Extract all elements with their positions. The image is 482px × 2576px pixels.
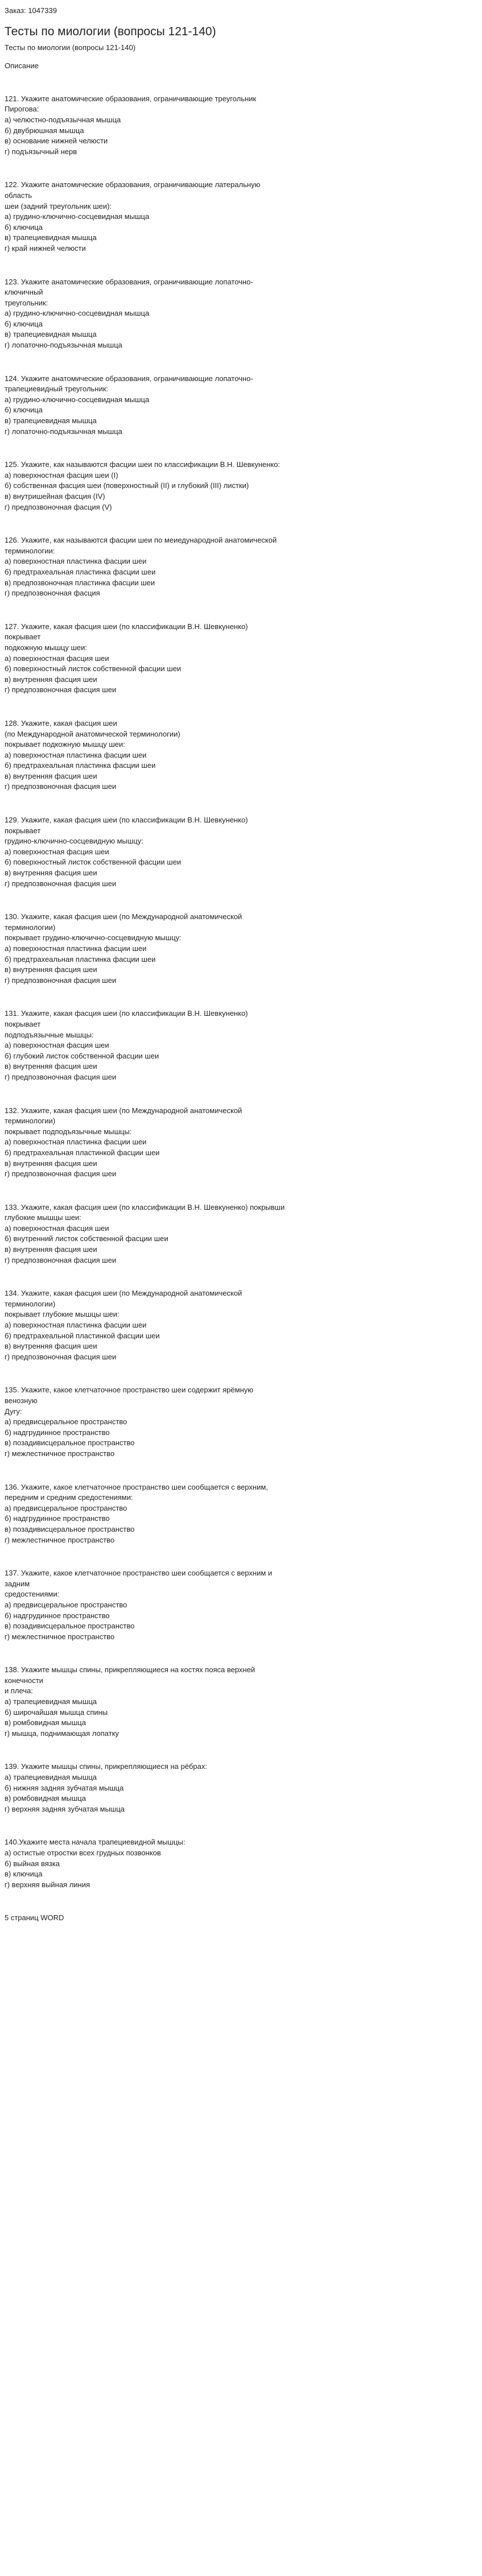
- question-line: в) трапециевидная мышца: [5, 330, 97, 339]
- question-line: а) остистые отростки всех грудных позвонков: [5, 1849, 161, 1857]
- question-line: терминологии): [5, 923, 56, 932]
- question-line: передним и средним средостениями:: [5, 1493, 133, 1502]
- question-line: а) поверхностная фасция шеи (I): [5, 470, 118, 479]
- question-line: б) надгрудинное пространство: [5, 1514, 110, 1523]
- description-label: Описание: [5, 61, 39, 71]
- question-line: а) поверхностная фасция шеи: [5, 847, 109, 856]
- question-line: а) грудино-ключично-сосцевидная мышца: [5, 212, 150, 221]
- question-line: г) межлестничное пространство: [5, 1449, 115, 1458]
- question-line: конечности: [5, 1676, 43, 1685]
- question-text: 128. Укажите, какая фасция шеи: [5, 718, 117, 727]
- question-line: г) лопаточно-подъязычная мышца: [5, 427, 122, 436]
- question-line: г) предпозвоночная фасция шеи: [5, 975, 117, 985]
- question-line: г) мышца, поднимающая лопатку: [5, 1729, 120, 1738]
- question-line: в) ключица: [5, 1870, 43, 1879]
- question-line: треугольник:: [5, 298, 48, 307]
- question-line: подкожную мышцу шеи:: [5, 643, 88, 652]
- question-line: глубокие мышцы шеи:: [5, 1213, 81, 1222]
- question-line: г) предпозвоночная фасция шеи: [5, 782, 117, 791]
- question-block: [5, 1568, 477, 1642]
- question-line: в) внутришейная фасция (IV): [5, 492, 105, 501]
- question-line: в) внутренняя фасция шеи: [5, 675, 97, 684]
- question-line: терминологии): [5, 1117, 56, 1126]
- page-count-footer: 5 страниц WORD: [5, 1913, 64, 1922]
- question-line: г) край нижней челюсти: [5, 243, 86, 253]
- question-text: 123. Укажите анатомические образования, ограничивающие лопаточно-: [5, 277, 253, 286]
- question-line: б) поверхностный листок собственной фасции шеи: [5, 858, 182, 867]
- question-line: грудино-ключично-сосцевидную мышцу:: [5, 837, 143, 846]
- question-line: б) надгрудинное пространство: [5, 1428, 110, 1437]
- question-line: терминологии:: [5, 546, 55, 555]
- question-line: б) поверхностный листок собственной фасции шеи: [5, 664, 182, 673]
- question-line: а) поверхностная пластинка фасции шеи: [5, 557, 147, 566]
- question-block: [5, 622, 477, 696]
- question-line: шеи (задний треугольник шеи):: [5, 201, 112, 210]
- question-block: [5, 460, 477, 512]
- question-line: б) ключица: [5, 406, 43, 415]
- question-text: 138. Укажите мышцы спины, прикрепляющиеся на костях пояса верхней: [5, 1665, 256, 1674]
- question-line: в) позадивисцеральное пространство: [5, 1622, 135, 1631]
- question-line: г) предпозвоночная фасция шеи: [5, 1352, 117, 1361]
- question-block: [5, 1008, 477, 1082]
- question-line: (по Международной анатомической терминологии): [5, 729, 180, 738]
- question-line: г) предпозвоночная фасция шеи: [5, 1072, 117, 1081]
- page-title: Тесты по миологии (вопросы 121-140): [5, 24, 216, 38]
- question-block: [5, 1482, 477, 1546]
- question-text: 137. Укажите, какое клетчаточное пространство шеи сообщается с верхним и: [5, 1569, 273, 1578]
- question-line: Дугу:: [5, 1407, 22, 1416]
- question-line: в) позадивисцеральное пространство: [5, 1524, 135, 1533]
- question-line: в) внутренняя фасция шеи: [5, 771, 97, 780]
- question-line: а) предвисцеральное пространство: [5, 1417, 127, 1426]
- question-line: г) межлестничное пространство: [5, 1535, 115, 1544]
- question-block: [5, 374, 477, 437]
- question-line: а) предвисцеральное пространство: [5, 1600, 127, 1609]
- question-line: покрывает: [5, 1019, 41, 1028]
- question-line: г) предпозвоночная фасция шеи: [5, 879, 117, 888]
- question-line: покрывает глубокие мышцы шеи:: [5, 1310, 120, 1319]
- question-line: б) внутренний листок собственной фасции шеи: [5, 1234, 168, 1243]
- question-line: покрывает: [5, 632, 41, 642]
- question-block: [5, 1665, 477, 1739]
- question-line: б) двубрюшная мышца: [5, 126, 84, 135]
- question-line: ключичный: [5, 288, 43, 297]
- question-line: в) внутренняя фасция шеи: [5, 965, 97, 974]
- question-line: в) внутренняя фасция шеи: [5, 1342, 97, 1351]
- question-line: б) предтрахеальной пластинкой фасции шеи: [5, 1331, 160, 1340]
- question-line: б) ключица: [5, 319, 43, 328]
- question-line: в) внутренняя фасция шеи: [5, 869, 97, 878]
- question-line: в) позадивисцеральное пространство: [5, 1438, 135, 1448]
- question-block: [5, 180, 477, 254]
- question-block: [5, 815, 477, 889]
- question-text: 129. Укажите, какая фасция шеи (по классификации В.Н. Шевкуненко): [5, 816, 248, 825]
- question-line: покрывает: [5, 826, 41, 835]
- question-line: а) поверхностная фасция шеи: [5, 654, 109, 663]
- question-line: в) трапециевидная мышца: [5, 416, 97, 425]
- question-block: [5, 912, 477, 986]
- question-line: покрывает грудино-ключично-сосцевидную мышцу:: [5, 933, 182, 942]
- question-line: г) предпозвоночная фасция шеи: [5, 1169, 117, 1179]
- question-text: 139. Укажите мышцы спины, прикрепляющиеся на рёбрах:: [5, 1762, 207, 1771]
- question-line: б) предтрахеальная пластинка фасции шеи: [5, 567, 156, 576]
- page-subtitle: Тесты по миологии (вопросы 121-140): [5, 43, 136, 52]
- question-text: 121. Укажите анатомические образования, ограничивающие треугольник: [5, 94, 257, 103]
- question-text: 122. Укажите анатомические образования, ограничивающие латеральную: [5, 180, 261, 189]
- question-line: в) ромбовидная мышца: [5, 1718, 86, 1727]
- question-line: задним: [5, 1579, 30, 1588]
- question-block: [5, 277, 477, 351]
- question-line: покрывает подподъязычные мышцы:: [5, 1127, 132, 1136]
- question-text: 135. Укажите, какое клетчаточное пространство шеи содержит ярёмную: [5, 1386, 253, 1395]
- question-line: б) предтрахеальная пластинка фасции шеи: [5, 761, 156, 770]
- question-line: в) внутренняя фасция шеи: [5, 1062, 97, 1071]
- question-block: [5, 1288, 477, 1362]
- question-line: трапециевидный треугольник:: [5, 384, 109, 394]
- question-line: г) лопаточно-подъязычная мышца: [5, 341, 122, 350]
- question-block: [5, 94, 477, 158]
- question-line: а) поверхностная пластинка фасции шеи: [5, 944, 147, 953]
- question-line: Пирогова:: [5, 105, 39, 114]
- question-text: 130. Укажите, какая фасция шеи (по Международной анатомической: [5, 912, 242, 921]
- question-line: г) предпозвоночная фасция: [5, 589, 100, 598]
- question-line: в) ромбовидная мышца: [5, 1794, 86, 1803]
- question-line: в) внутренняя фасция шеи: [5, 1245, 97, 1254]
- question-line: б) предтрахеальная пластинка фасции шеи: [5, 954, 156, 964]
- question-line: г) подъязычный нерв: [5, 147, 77, 156]
- questions-list: [5, 94, 477, 1891]
- question-line: покрывает подкожную мышцу шеи:: [5, 740, 125, 749]
- question-line: г) верхняя задняя зубчатая мышца: [5, 1804, 125, 1813]
- question-line: г) предпозвоночная фасция шеи: [5, 1255, 117, 1264]
- question-line: г) предпозвоночная фасция шеи: [5, 685, 117, 694]
- question-text: 131. Укажите, какая фасция шеи (по классификации В.Н. Шевкуненко): [5, 1009, 248, 1018]
- question-line: а) челюстно-подъязычная мышца: [5, 115, 121, 124]
- question-line: б) выйная вязка: [5, 1859, 60, 1868]
- question-line: терминологии): [5, 1299, 56, 1308]
- question-line: в) основание нижней челюсти: [5, 137, 108, 146]
- question-line: б) глубокий листок собственной фасции шеи: [5, 1051, 159, 1060]
- question-block: [5, 535, 477, 599]
- question-block: [5, 718, 477, 792]
- question-line: в) предпозвоночная пластинка фасции шеи: [5, 578, 155, 587]
- question-line: а) трапециевидная мышца: [5, 1697, 97, 1706]
- question-text: 126. Укажите, как называются фасции шеи по меиедународной анатомической: [5, 536, 277, 545]
- question-line: область: [5, 191, 32, 200]
- question-line: г) предпозвоночная фасция (V): [5, 502, 112, 511]
- question-line: подподъязычные мышцы:: [5, 1030, 94, 1039]
- question-line: б) предтрахеальная пластинкой фасции шеи: [5, 1148, 160, 1157]
- question-line: а) поверхностная пластинка фасции шеи: [5, 1321, 147, 1330]
- question-line: а) поверхностная пластинка фасции шеи: [5, 750, 147, 759]
- question-line: б) ключица: [5, 222, 43, 231]
- question-text: 125. Укажите, как называются фасции шеи по классификации В.Н. Шевкуненко:: [5, 460, 281, 469]
- question-line: а) трапециевидная мышца: [5, 1773, 97, 1782]
- question-line: в) трапециевидная мышца: [5, 233, 97, 242]
- question-line: а) предвисцеральное пространство: [5, 1503, 127, 1512]
- question-line: б) нижняя задняя зубчатая мышца: [5, 1783, 124, 1792]
- question-line: и плеча:: [5, 1686, 33, 1696]
- question-block: [5, 1202, 477, 1266]
- question-text: 136. Укажите, какое клетчаточное пространство шеи сообщается с верхним,: [5, 1482, 268, 1491]
- question-block: [5, 1762, 477, 1814]
- question-line: а) грудино-ключично-сосцевидная мышца: [5, 395, 150, 404]
- question-line: средостениями:: [5, 1590, 60, 1599]
- order-number: Заказ: 1047339: [5, 6, 57, 15]
- question-line: венозную: [5, 1396, 38, 1405]
- question-text: 127. Укажите, какая фасция шеи (по классификации В.Н. Шевкуненко): [5, 622, 248, 631]
- question-text: 134. Укажите, какая фасция шеи (по Международной анатомической: [5, 1289, 242, 1298]
- question-block: [5, 1385, 477, 1459]
- question-text: 133. Укажите, какая фасция шеи (по классификации В.Н. Шевкуненко) покрывши: [5, 1202, 285, 1211]
- question-line: а) грудино-ключично-сосцевидная мышца: [5, 309, 150, 318]
- question-block: [5, 1106, 477, 1180]
- question-text: 140.Укажите места начала трапециевидной мышцы:: [5, 1838, 186, 1847]
- question-line: б) собственная фасция шеи (поверхностный (II) и глубокий (III) листки): [5, 481, 249, 490]
- question-text: 124. Укажите анатомические образования, ограничивающие лопаточно-: [5, 374, 253, 383]
- question-line: г) межлестничное пространство: [5, 1632, 115, 1641]
- question-block: [5, 1837, 477, 1890]
- question-line: а) поверхностная фасция шеи: [5, 1223, 109, 1233]
- question-text: 132. Укажите, какая фасция шеи (по Международной анатомической: [5, 1106, 242, 1115]
- question-line: б) широчайшая мышца спины: [5, 1707, 108, 1717]
- question-line: в) внутренняя фасция шеи: [5, 1159, 97, 1168]
- question-line: б) надгрудинное пространство: [5, 1611, 110, 1620]
- question-line: г) верхняя выйная линия: [5, 1880, 90, 1889]
- question-line: а) поверхностная пластинка фасции шеи: [5, 1138, 147, 1147]
- question-line: а) поверхностная фасция шеи: [5, 1041, 109, 1050]
